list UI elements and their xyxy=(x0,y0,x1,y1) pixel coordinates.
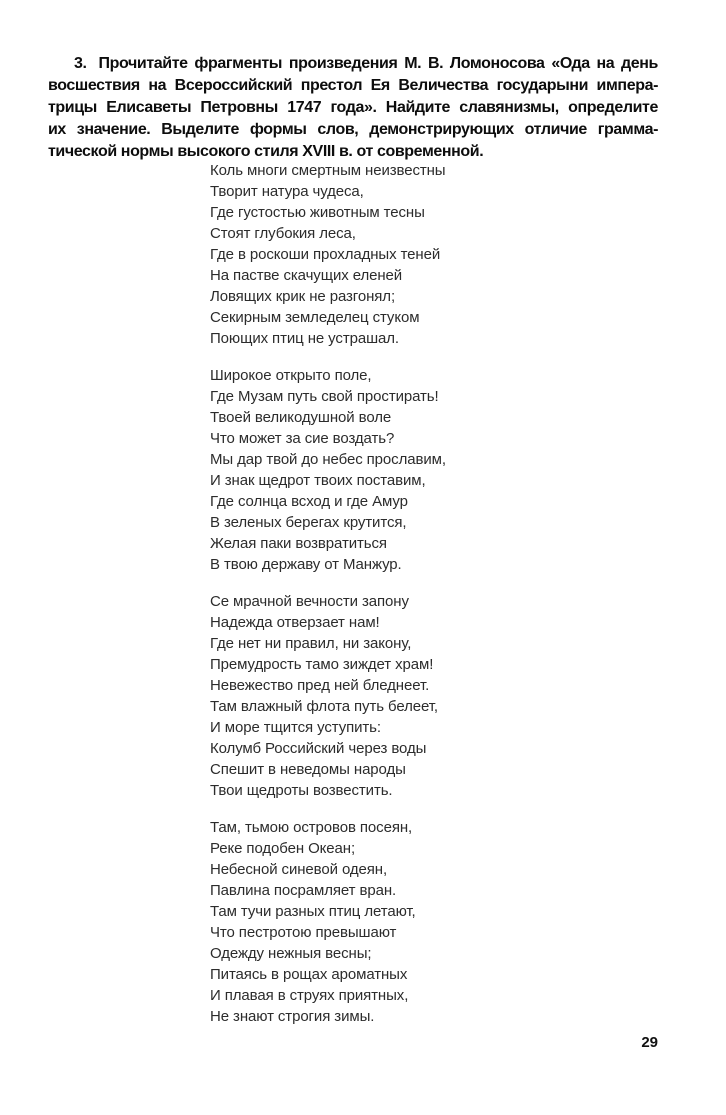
poem-line: Там влажный флота путь белеет, xyxy=(210,698,438,715)
poem-line: Что может за сие воздать? xyxy=(210,430,395,447)
exercise-number: 3. xyxy=(74,55,87,72)
poem-line: Се мрачной вечности запону xyxy=(210,593,409,610)
poem-stanza-1 xyxy=(210,160,446,349)
page-number: 29 xyxy=(641,1034,658,1051)
exercise-line-text: Прочитайте фрагменты произведения М. В. Ломоносова «Ода на день xyxy=(98,55,658,72)
poem-line: Творит натура чудеса, xyxy=(210,183,364,200)
poem-stanza-2 xyxy=(210,365,446,575)
poem-line: Невежество пред ней бледнеет. xyxy=(210,677,430,694)
poem-line: Желая паки возвратиться xyxy=(210,535,387,552)
poem-line: Где нет ни правил, ни закону, xyxy=(210,635,412,652)
poem-line: Что пестротою превышают xyxy=(210,924,397,941)
poem-line: Ловящих крик не разгонял; xyxy=(210,288,396,305)
poem-line: На пастве скачущих еленей xyxy=(210,267,403,284)
poem-line: Там тучи разных птиц летают, xyxy=(210,903,416,920)
poem-line: Твоей великодушной воле xyxy=(210,409,392,426)
poem-line: Твои щедроты возвестить. xyxy=(210,782,393,799)
poem-line: Мы дар твой до небес прославим, xyxy=(210,451,446,468)
exercise-line xyxy=(48,53,658,75)
poem-line: Где солнца всход и где Амур xyxy=(210,493,408,510)
poem-stanza-4 xyxy=(210,817,446,1027)
poem-line: И море тщится уступить: xyxy=(210,719,381,736)
poem-line: Поющих птиц не устрашал. xyxy=(210,330,399,347)
poem-line: И плавая в струях приятных, xyxy=(210,987,409,1004)
poem-line: Реке подобен Океан; xyxy=(210,840,356,857)
poem-line: Секирным земледелец стуком xyxy=(210,309,420,326)
exercise-line: тической нормы высокого стиля XVIII в. от современной. xyxy=(48,143,484,160)
poem-line: Питаясь в рощах ароматных xyxy=(210,966,408,983)
exercise-3-instruction xyxy=(48,53,658,163)
poem-line: Где в роскоши прохладных теней xyxy=(210,246,441,263)
poem-line: Там, тьмою островов посеян, xyxy=(210,819,413,836)
poem-text xyxy=(210,160,446,1027)
poem-stanza-3 xyxy=(210,591,446,801)
poem-line: Небесной синевой одеян, xyxy=(210,861,388,878)
poem-line: Коль многи смертным неизвестны xyxy=(210,162,446,179)
poem-line: Широкое открыто поле, xyxy=(210,367,372,384)
poem-line: Премудрость тамо зиждет храм! xyxy=(210,656,434,673)
poem-line: В твою державу от Манжур. xyxy=(210,556,402,573)
poem-line: Колумб Российский через воды xyxy=(210,740,427,757)
poem-line: Спешит в неведомы народы xyxy=(210,761,406,778)
exercise-line: их значение. Выделите формы слов, демонстрирующих отличие грамма- xyxy=(48,121,658,138)
poem-line: И знак щедрот твоих поставим, xyxy=(210,472,426,489)
exercise-line: трицы Елисаветы Петровны 1747 года». Найдите славянизмы, определите xyxy=(48,99,658,116)
poem-line: Где Музам путь свой простирать! xyxy=(210,388,439,405)
poem-line: Павлина посрамляет вран. xyxy=(210,882,397,899)
poem-line: В зеленых берегах крутится, xyxy=(210,514,407,531)
poem-line: Не знают строгия зимы. xyxy=(210,1008,375,1025)
poem-line: Надежда отверзает нам! xyxy=(210,614,380,631)
poem-line: Одежду нежныя весны; xyxy=(210,945,372,962)
poem-line: Стоят глубокия леса, xyxy=(210,225,356,242)
exercise-line: восшествия на Всероссийский престол Ея Величества государыни импера- xyxy=(48,77,658,94)
poem-line: Где густостью животным тесны xyxy=(210,204,425,221)
